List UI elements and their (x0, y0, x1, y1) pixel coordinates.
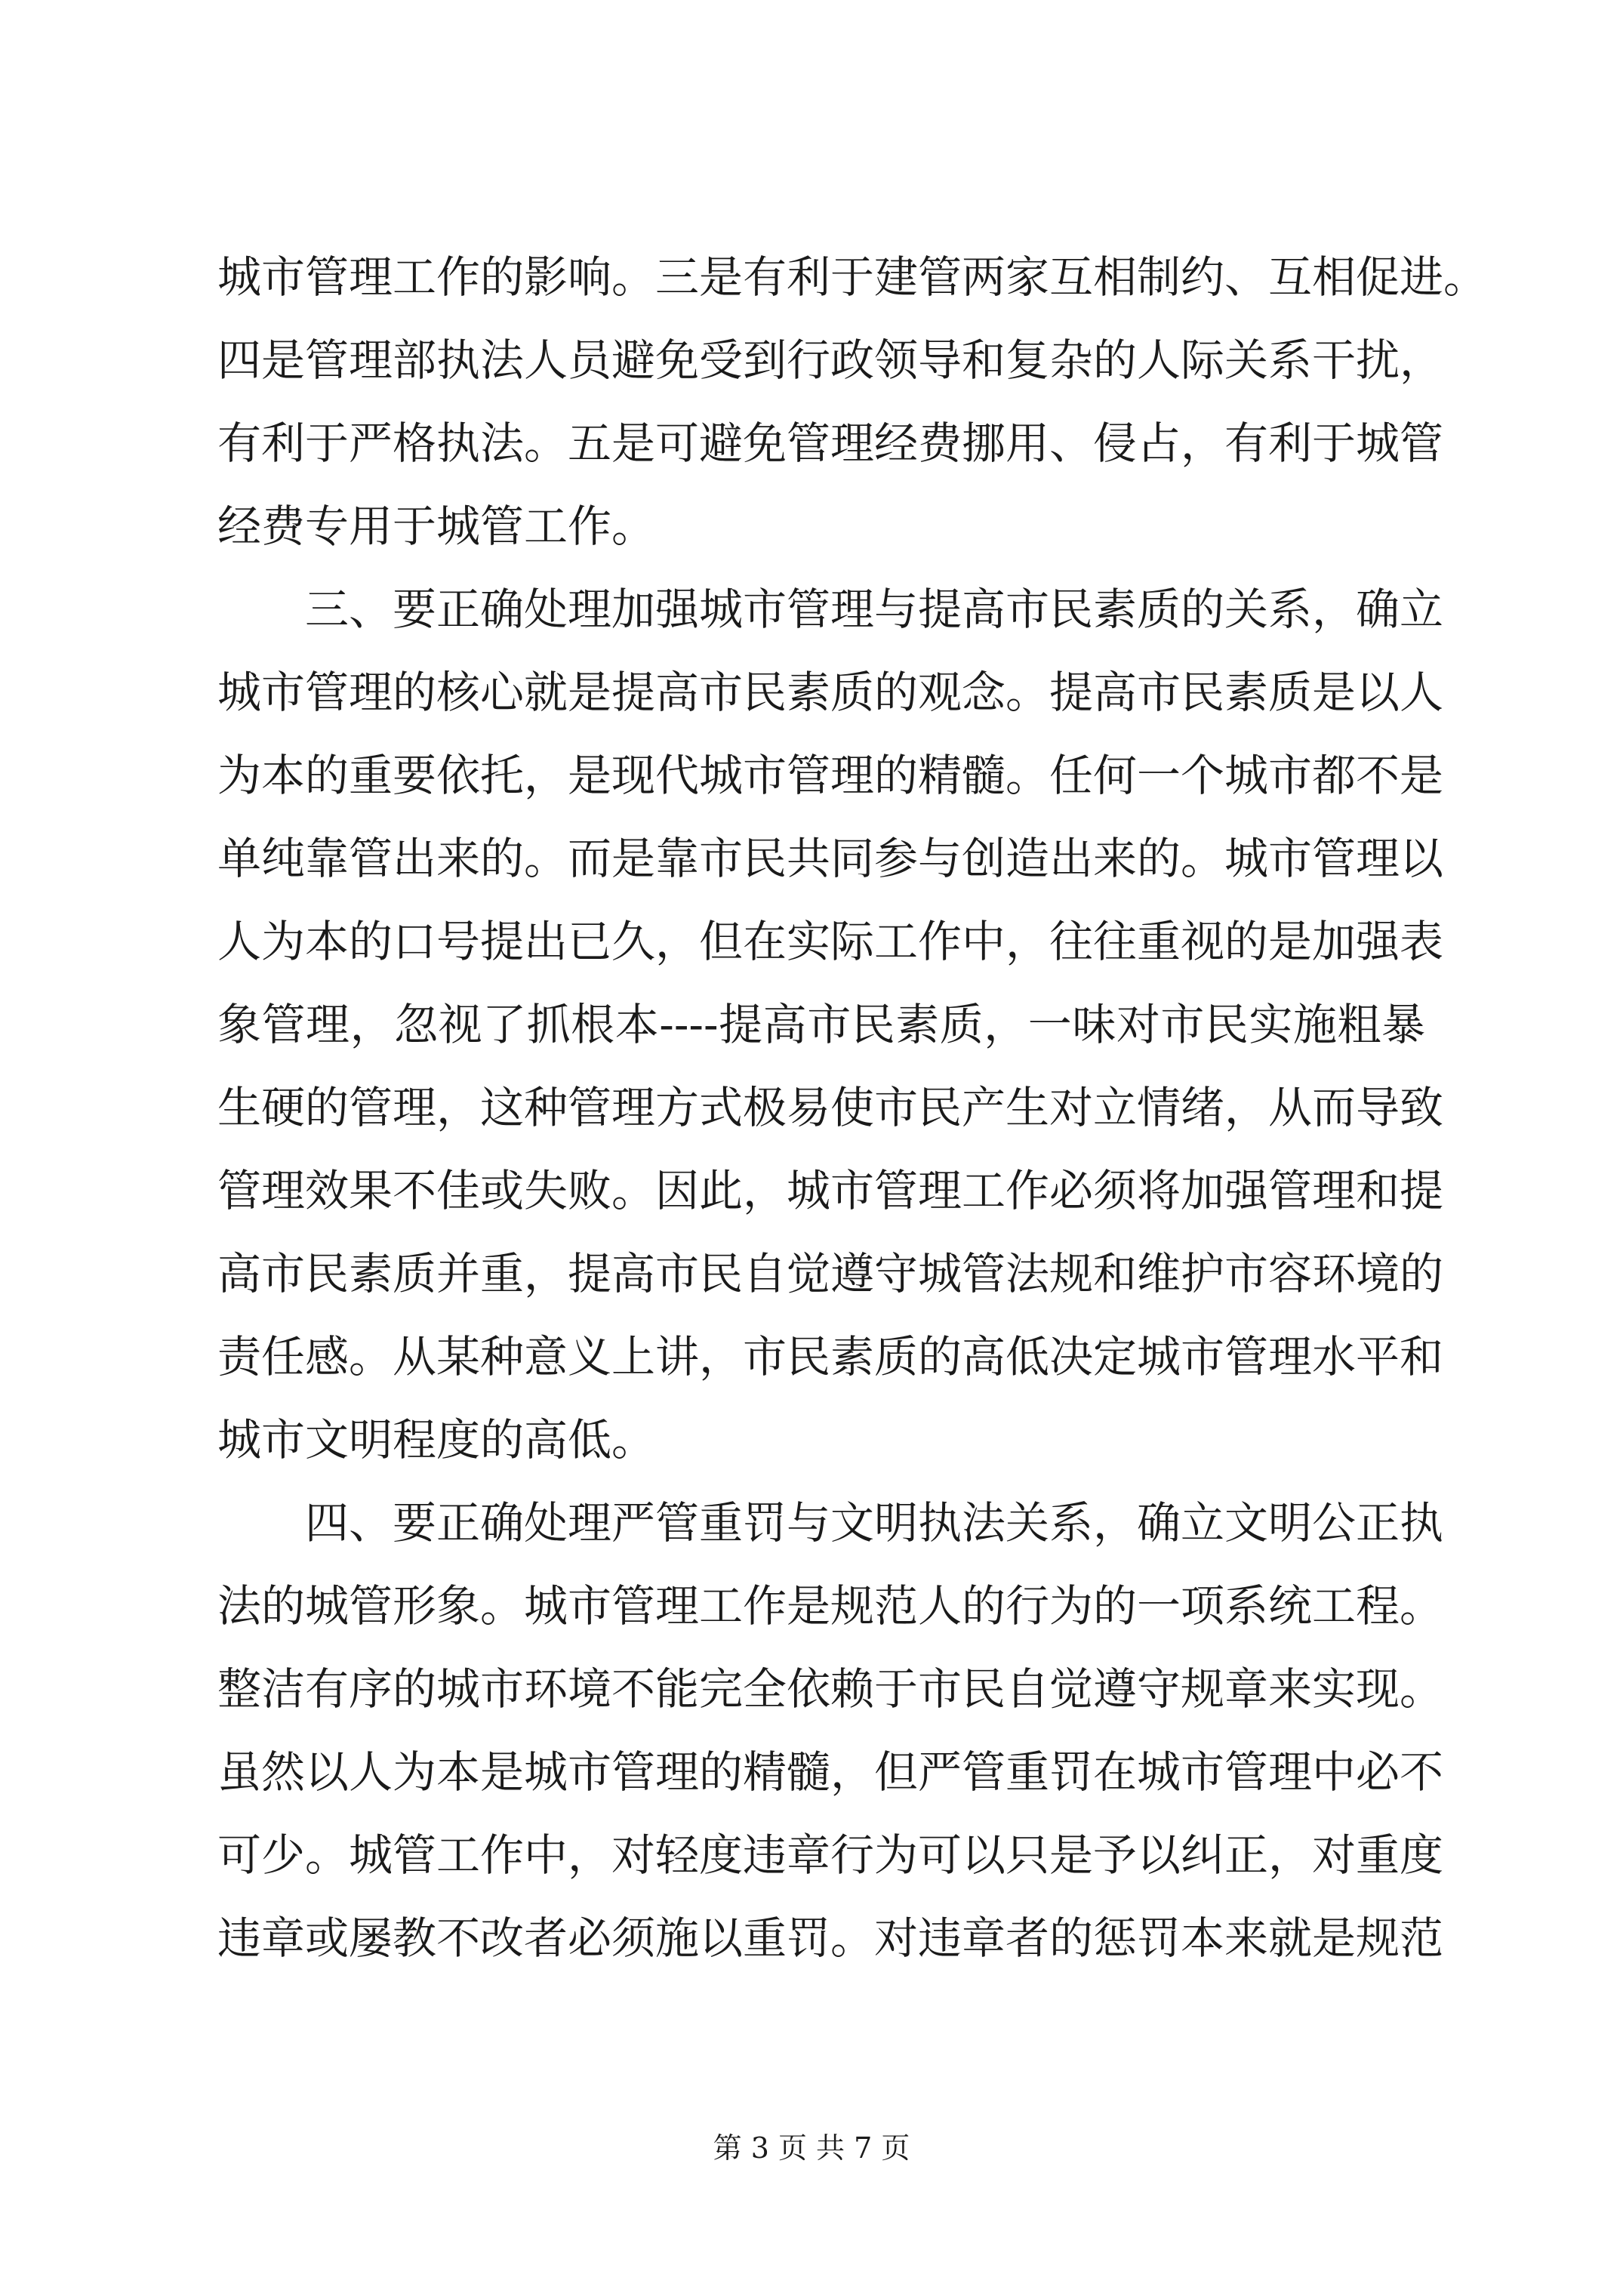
text-line: 为本的重要依托，是现代城市管理的精髓。任何一个城市都不是 (217, 750, 1444, 801)
text-line: 可少。城管工作中，对轻度违章行为可以只是予以纠正，对重度 (217, 1829, 1444, 1881)
text-line: 单纯靠管出来的。而是靠市民共同参与创造出来的。城市管理以 (217, 833, 1444, 884)
text-line: 四是管理部执法人员避免受到行政领导和复杂的人际关系干扰， (217, 334, 1444, 386)
text-line: 生硬的管理，这种管理方式极易使市民产生对立情绪，从而导致 (217, 1082, 1444, 1133)
text-line: 虽然以人为本是城市管理的精髓，但严管重罚在城市管理中必不 (217, 1746, 1444, 1798)
document-body (217, 236, 1488, 1980)
text-line: 法的城管形象。城市管理工作是规范人的行为的一项系统工程。 (217, 1580, 1444, 1632)
text-line: 经费专用于城管工作。 (217, 501, 656, 552)
text-line: 城市管理的核心就是提高市民素质的观念。提高市民素质是以人 (217, 667, 1444, 718)
text-line: 人为本的口号提出已久，但在实际工作中，往往重视的是加强表 (217, 916, 1444, 967)
text-line: 四、要正确处理严管重罚与文明执法关系，确立文明公正执 (217, 1497, 1444, 1549)
page-number-footer: 第 3 页 共 7 页 (713, 2131, 910, 2165)
text-line: 三、要正确处理加强城市管理与提高市民素质的关系，确立 (217, 584, 1444, 635)
text-line: 有利于严格执法。五是可避免管理经费挪用、侵占，有利于城管 (217, 418, 1444, 469)
text-line: 整洁有序的城市环境不能完全依赖于市民自觉遵守规章来实现。 (217, 1663, 1444, 1715)
text-line: 城市文明程度的高低。 (217, 1414, 656, 1465)
text-line: 责任感。从某种意义上讲，市民素质的高低决定城市管理水平和 (217, 1331, 1444, 1382)
text-line: 城市管理工作的影响。三是有利于建管两家互相制约、互相促进。 (217, 251, 1488, 303)
text-line: 管理效果不佳或失败。因此，城市管理工作必须将加强管理和提 (217, 1165, 1444, 1216)
text-line: 象管理，忽视了抓根本----提高市民素质，一味对市民实施粗暴 (217, 999, 1425, 1050)
text-line: 高市民素质并重，提高市民自觉遵守城管法规和维护市容环境的 (217, 1248, 1444, 1299)
text-line: 违章或屡教不改者必须施以重罚。对违章者的惩罚本来就是规范 (217, 1912, 1444, 1964)
